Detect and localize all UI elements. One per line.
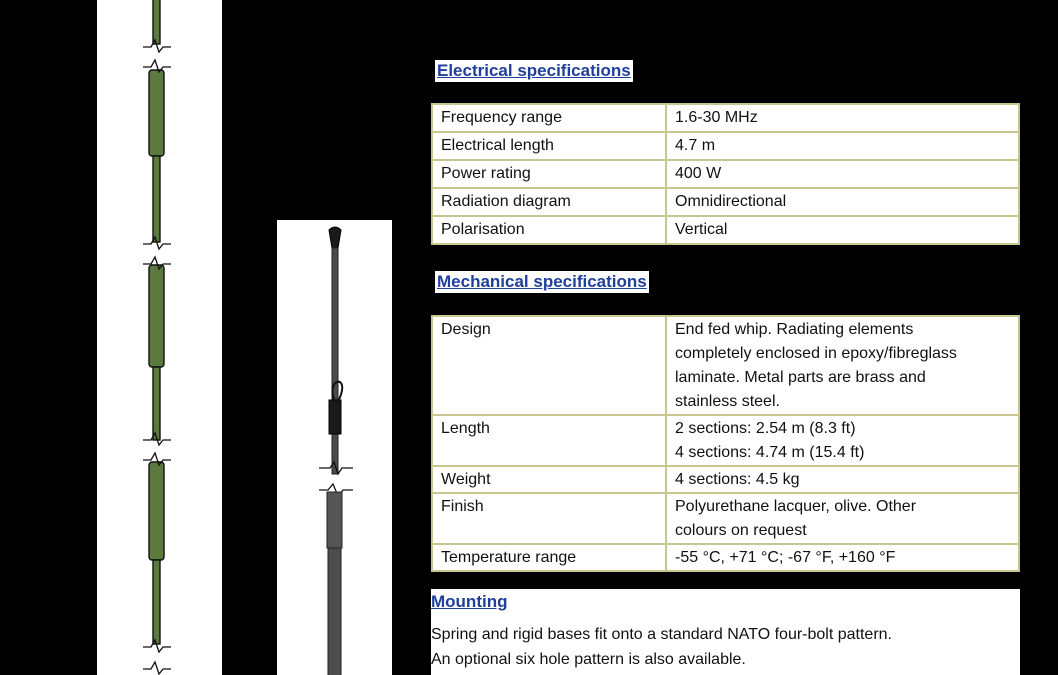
mechanical-specs-table <box>431 315 1020 572</box>
green-antenna-illustration <box>97 0 222 675</box>
table-row <box>432 415 1019 466</box>
spec-value <box>666 493 1019 544</box>
antenna-sleeve <box>328 548 341 675</box>
spec-value-line: -55 °C, +71 °C; -67 °F, +160 °F <box>675 549 896 566</box>
mounting-section <box>431 589 1020 675</box>
spec-value: 4.7 m <box>666 132 1019 160</box>
spec-label: Temperature range <box>432 544 666 571</box>
table-row <box>432 316 1019 415</box>
electrical-specs-table <box>431 103 1020 245</box>
spec-value-line: 4 sections: 4.5 kg <box>675 471 800 488</box>
table-row <box>432 132 1019 160</box>
mounting-text-line: An optional six hole pattern is also available. <box>431 651 746 668</box>
green-antenna-drawing <box>97 0 222 675</box>
gray-antenna-illustration <box>277 220 392 675</box>
table-row <box>432 160 1019 188</box>
spec-value-line: colours on request <box>675 522 807 539</box>
antenna-tip <box>329 227 341 248</box>
antenna-sleeve <box>327 492 342 548</box>
table-row <box>432 216 1019 244</box>
spec-value <box>666 466 1019 493</box>
table-row <box>432 493 1019 544</box>
spec-value-line: completely enclosed in epoxy/fibreglass <box>675 345 957 362</box>
spec-value: 1.6-30 MHz <box>666 104 1019 132</box>
spec-value-line: 4 sections: 4.74 m (15.4 ft) <box>675 444 865 461</box>
antenna-rod <box>153 560 160 644</box>
spec-label: Finish <box>432 493 666 544</box>
antenna-sleeve <box>149 462 164 560</box>
spec-label: Design <box>432 316 666 415</box>
spec-value: 400 W <box>666 160 1019 188</box>
spec-value <box>666 544 1019 571</box>
gray-antenna-drawing <box>277 220 392 675</box>
spec-label: Electrical length <box>432 132 666 160</box>
spec-label: Polarisation <box>432 216 666 244</box>
spec-value-line: stainless steel. <box>675 393 780 410</box>
spec-label: Frequency range <box>432 104 666 132</box>
spec-label: Radiation diagram <box>432 188 666 216</box>
spec-label: Length <box>432 415 666 466</box>
spec-value-line: 2 sections: 2.54 m (8.3 ft) <box>675 420 856 437</box>
spec-label: Power rating <box>432 160 666 188</box>
mounting-heading: Mounting <box>431 592 508 611</box>
table-row <box>432 544 1019 571</box>
table-row <box>432 188 1019 216</box>
antenna-sleeve <box>149 70 164 156</box>
spec-value: Vertical <box>666 216 1019 244</box>
spec-value-line: End fed whip. Radiating elements <box>675 321 914 338</box>
antenna-sleeve <box>149 265 164 367</box>
antenna-clamp <box>329 400 341 434</box>
break-mark <box>143 662 171 674</box>
spec-value-line: Polyurethane lacquer, olive. Other <box>675 498 917 515</box>
spec-value <box>666 415 1019 466</box>
antenna-rod <box>153 367 160 440</box>
spec-value-line: laminate. Metal parts are brass and <box>675 369 926 386</box>
antenna-rod <box>153 156 160 242</box>
spec-value <box>666 316 1019 415</box>
mounting-text-line: Spring and rigid bases fit onto a standard NATO four-bolt pattern. <box>431 626 892 643</box>
antenna-rod <box>332 248 338 474</box>
electrical-specs-heading: Electrical specifications <box>437 61 631 80</box>
mechanical-specs-heading: Mechanical specifications <box>437 272 647 291</box>
table-row <box>432 466 1019 493</box>
spec-label: Weight <box>432 466 666 493</box>
spec-value: Omnidirectional <box>666 188 1019 216</box>
table-row <box>432 104 1019 132</box>
antenna-rod <box>153 0 160 44</box>
